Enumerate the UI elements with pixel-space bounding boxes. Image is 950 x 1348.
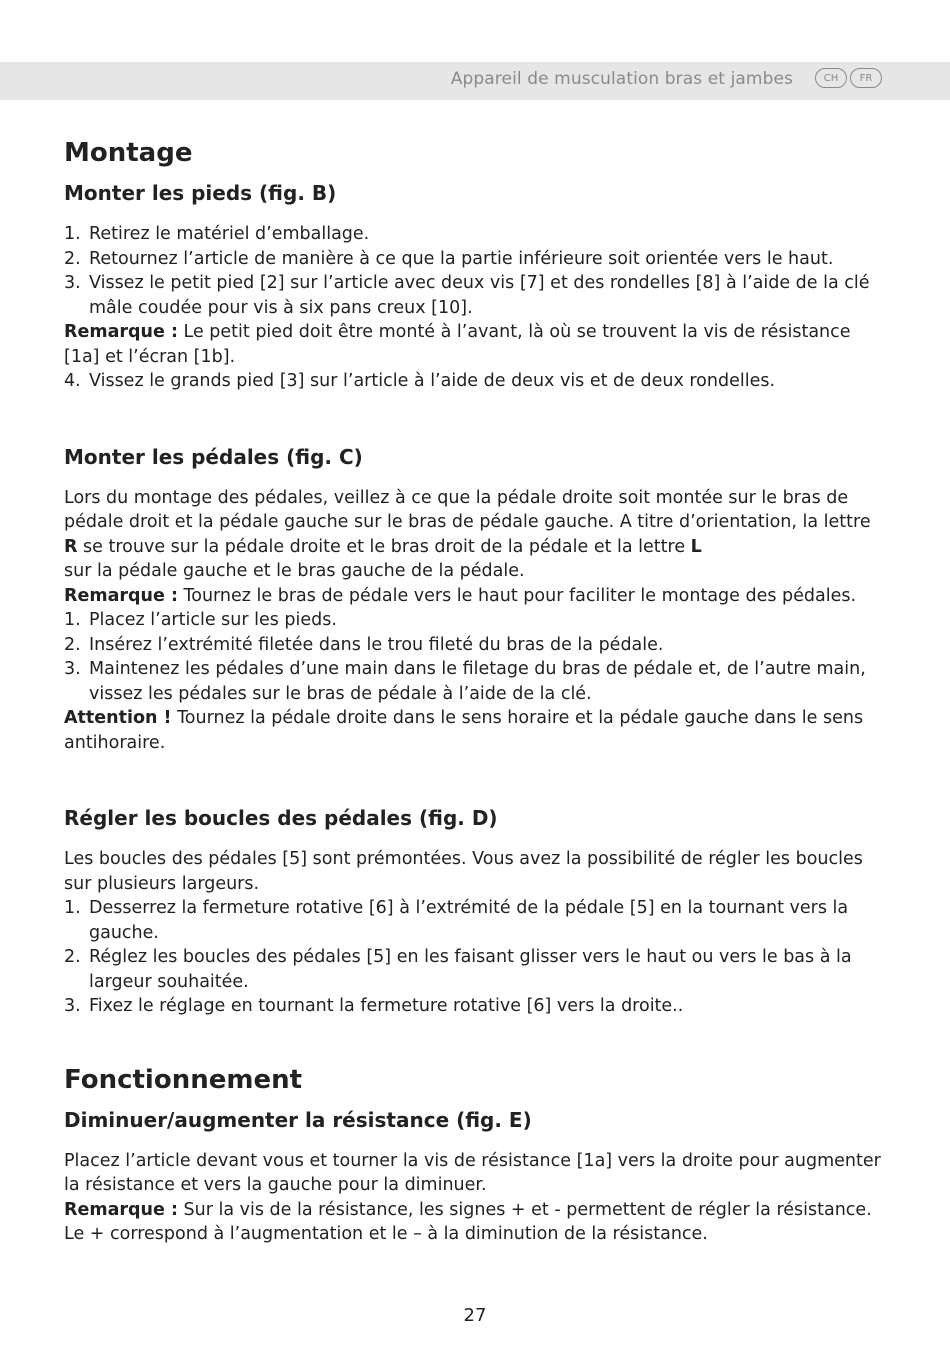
list-text: Insérez l’extrémité filetée dans le trou fileté du bras de la pédale. — [89, 634, 664, 655]
intro-paragraph: Les boucles des pédales [5] sont prémontées. Vous avez la possibilité de régler les boucles sur plusieurs largeurs. — [64, 849, 863, 894]
list-number: 2. — [64, 248, 81, 269]
section-title-operation: Fonctionnement — [64, 1064, 303, 1095]
note-label: Remarque : — [64, 585, 178, 606]
intro-text: se trouve sur la pédale droite et le bras droit de la pédale et la lettre — [77, 536, 691, 557]
intro-paragraph: Placez l’article devant vous et tourner la vis de résistance [1a] vers la droite pour augmenter la résistance et vers la gauche pour la diminuer. — [64, 1150, 881, 1195]
list-text: Vissez le grands pied [3] sur l’article à l’aide de deux vis et de deux rondelles. — [89, 371, 776, 391]
list-number: 3. — [64, 996, 81, 1016]
list-text: Retirez le matériel d’emballage. — [89, 224, 370, 244]
list-number: 1. — [64, 224, 81, 244]
list-item — [64, 222, 884, 247]
list-item — [64, 945, 884, 994]
list-item — [64, 608, 884, 633]
feet-instructions — [64, 222, 884, 394]
attention-paragraph — [64, 706, 884, 755]
list-number: 2. — [64, 947, 81, 967]
language-badge-ch: CH — [815, 68, 847, 88]
list-text: Fixez le réglage en tournant la fermeture rotative [6] vers la droite.. — [89, 996, 684, 1016]
list-item — [64, 657, 884, 706]
language-badge-fr: FR — [850, 68, 882, 88]
note-paragraph — [64, 320, 884, 369]
letter-r: R — [64, 536, 78, 557]
intro-text: Lors du montage des pédales, veillez à ce que la pédale droite soit montée sur le bras de pédale droit et la pédale gauche sur le bras de pédale gauche. A titre d’orientation, la lettre — [64, 487, 871, 532]
list-item — [64, 896, 884, 945]
note-text: Sur la vis de la résistance, les signes + et - permettent de régler la résistance. Le + correspond à l’augmentation et le – à la diminution de la résistance. — [64, 1199, 872, 1244]
note-text: Tournez le bras de pédale vers le haut pour faciliter le montage des pédales. — [177, 585, 857, 606]
list-item — [64, 369, 884, 394]
list-text: Desserrez la fermeture rotative [6] à l’extrémité de la pédale [5] en la tournant vers la gauche. — [89, 898, 849, 943]
list-number: 1. — [64, 898, 81, 918]
list-item — [64, 633, 884, 658]
language-badges — [815, 68, 885, 88]
loops-instructions — [64, 847, 884, 1019]
note-paragraph — [64, 584, 884, 609]
pedals-instructions — [64, 486, 884, 756]
list-item — [64, 247, 884, 272]
section-title-montage: Montage — [64, 138, 193, 168]
note-paragraph — [64, 1198, 884, 1247]
list-number: 3. — [64, 273, 81, 293]
attention-label: Attention ! — [64, 708, 172, 728]
page-number: 27 — [463, 1305, 487, 1326]
list-text: Réglez les boucles des pédales [5] en les faisant glisser vers le haut ou vers le bas à la largeur souhaitée. — [89, 947, 852, 992]
list-item — [64, 271, 884, 320]
subsection-title-pedals: Monter les pédales (fig. C) — [64, 444, 363, 469]
note-label: Remarque : — [64, 1199, 178, 1220]
list-number: 3. — [64, 659, 81, 679]
list-text: Maintenez les pédales d’une main dans le filetage du bras de pédale et, de l’autre main, vissez les pédales sur le bras de pédale à l’aide de la clé. — [89, 659, 866, 704]
list-number: 1. — [64, 610, 81, 630]
letter-l: L — [690, 536, 702, 557]
note-text: Le petit pied doit être monté à l’avant, là où se trouvent la vis de résistance [1a] et l’écran [1b]. — [64, 322, 851, 367]
list-text: Placez l’article sur les pieds. — [89, 610, 337, 630]
note-label: Remarque : — [64, 322, 178, 342]
attention-text: Tournez la pédale droite dans le sens horaire et la pédale gauche dans le sens antihoraire. — [64, 708, 864, 753]
list-number: 2. — [64, 634, 81, 655]
list-text: Vissez le petit pied [2] sur l’article avec deux vis [7] et des rondelles [8] à l’aide de la clé mâle coudée pour vis à six pans creux [10]. — [89, 273, 870, 318]
header-title: Appareil de musculation bras et jambes — [450, 69, 793, 89]
resistance-instructions — [64, 1149, 884, 1247]
intro-text: sur la pédale gauche et le bras gauche de la pédale. — [64, 561, 525, 581]
subsection-title-feet: Monter les pieds (fig. B) — [64, 181, 337, 205]
subsection-title-resistance: Diminuer/augmenter la résistance (fig. E) — [64, 1107, 532, 1132]
list-item — [64, 994, 884, 1019]
page-content — [64, 136, 884, 1247]
intro-paragraph — [64, 486, 884, 584]
subsection-title-loops: Régler les boucles des pédales (fig. D) — [64, 806, 498, 830]
list-text: Retournez l’article de manière à ce que la partie inférieure soit orientée vers le haut. — [89, 248, 834, 269]
list-number: 4. — [64, 371, 81, 391]
